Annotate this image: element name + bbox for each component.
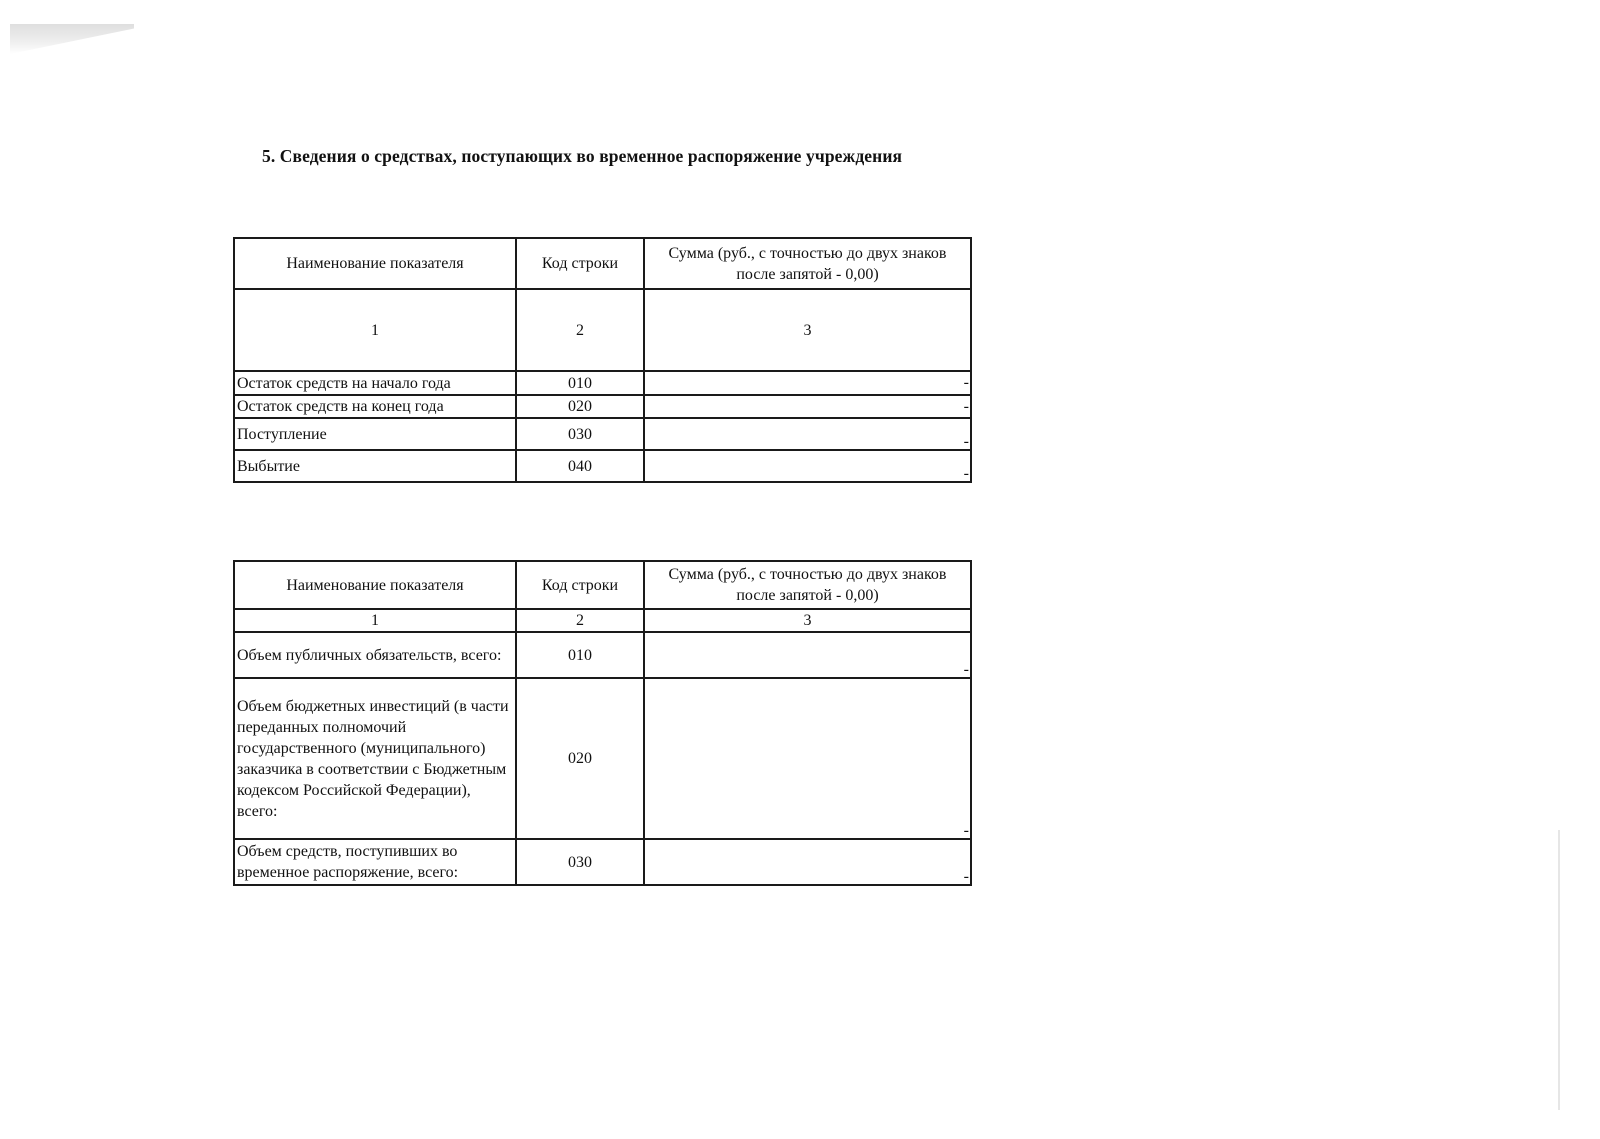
row-code: 010 [516, 371, 644, 395]
temporary-funds-table [233, 237, 972, 483]
amount-value: - [644, 418, 971, 450]
scan-artifact [10, 24, 134, 54]
table-row [234, 450, 971, 482]
row-code: 020 [516, 678, 644, 839]
indicator-name: Остаток средств на конец года [234, 395, 516, 418]
table-row [234, 395, 971, 418]
section-heading: 5. Сведения о средствах, поступающих во временное распоряжение учреждения [262, 146, 903, 166]
header-indicator-name: Наименование показателя [234, 561, 516, 609]
indicator-name: Остаток средств на начало года [234, 371, 516, 395]
column-number: 2 [516, 609, 644, 632]
column-number: 2 [516, 289, 644, 371]
row-code: 030 [516, 839, 644, 885]
amount-value: - [644, 395, 971, 418]
header-amount: Сумма (руб., с точностью до двух знаков после запятой - 0,00) [644, 238, 971, 289]
row-code: 040 [516, 450, 644, 482]
amount-value: - [644, 839, 971, 885]
row-code: 010 [516, 632, 644, 678]
amount-value: - [644, 450, 971, 482]
column-number: 3 [644, 289, 971, 371]
table-header-row [234, 238, 971, 289]
column-number-row [234, 289, 971, 371]
indicator-name: Объем средств, поступивших во временное распоряжение, всего: [234, 839, 516, 885]
column-number: 1 [234, 609, 516, 632]
amount-value: - [644, 678, 971, 839]
column-number-row [234, 609, 971, 632]
indicator-name: Объем бюджетных инвестиций (в части переданных полномочий государственного (муниципального) заказчика в соответствии с Бюджетным кодексом Российской Федерации), всего: [234, 678, 516, 839]
column-number: 1 [234, 289, 516, 371]
table-row [234, 678, 971, 839]
row-code: 030 [516, 418, 644, 450]
indicator-name: Объем публичных обязательств, всего: [234, 632, 516, 678]
header-amount: Сумма (руб., с точностью до двух знаков после запятой - 0,00) [644, 561, 971, 609]
column-number: 3 [644, 609, 971, 632]
row-code: 020 [516, 395, 644, 418]
table-row [234, 418, 971, 450]
table-row [234, 371, 971, 395]
table-header-row [234, 561, 971, 609]
obligations-table [233, 560, 972, 886]
header-indicator-name: Наименование показателя [234, 238, 516, 289]
header-row-code: Код строки [516, 238, 644, 289]
header-row-code: Код строки [516, 561, 644, 609]
scan-artifact [1558, 830, 1560, 1110]
table-row [234, 839, 971, 885]
table-row [234, 632, 971, 678]
amount-value: - [644, 632, 971, 678]
indicator-name: Выбытие [234, 450, 516, 482]
indicator-name: Поступление [234, 418, 516, 450]
amount-value: - [644, 371, 971, 395]
